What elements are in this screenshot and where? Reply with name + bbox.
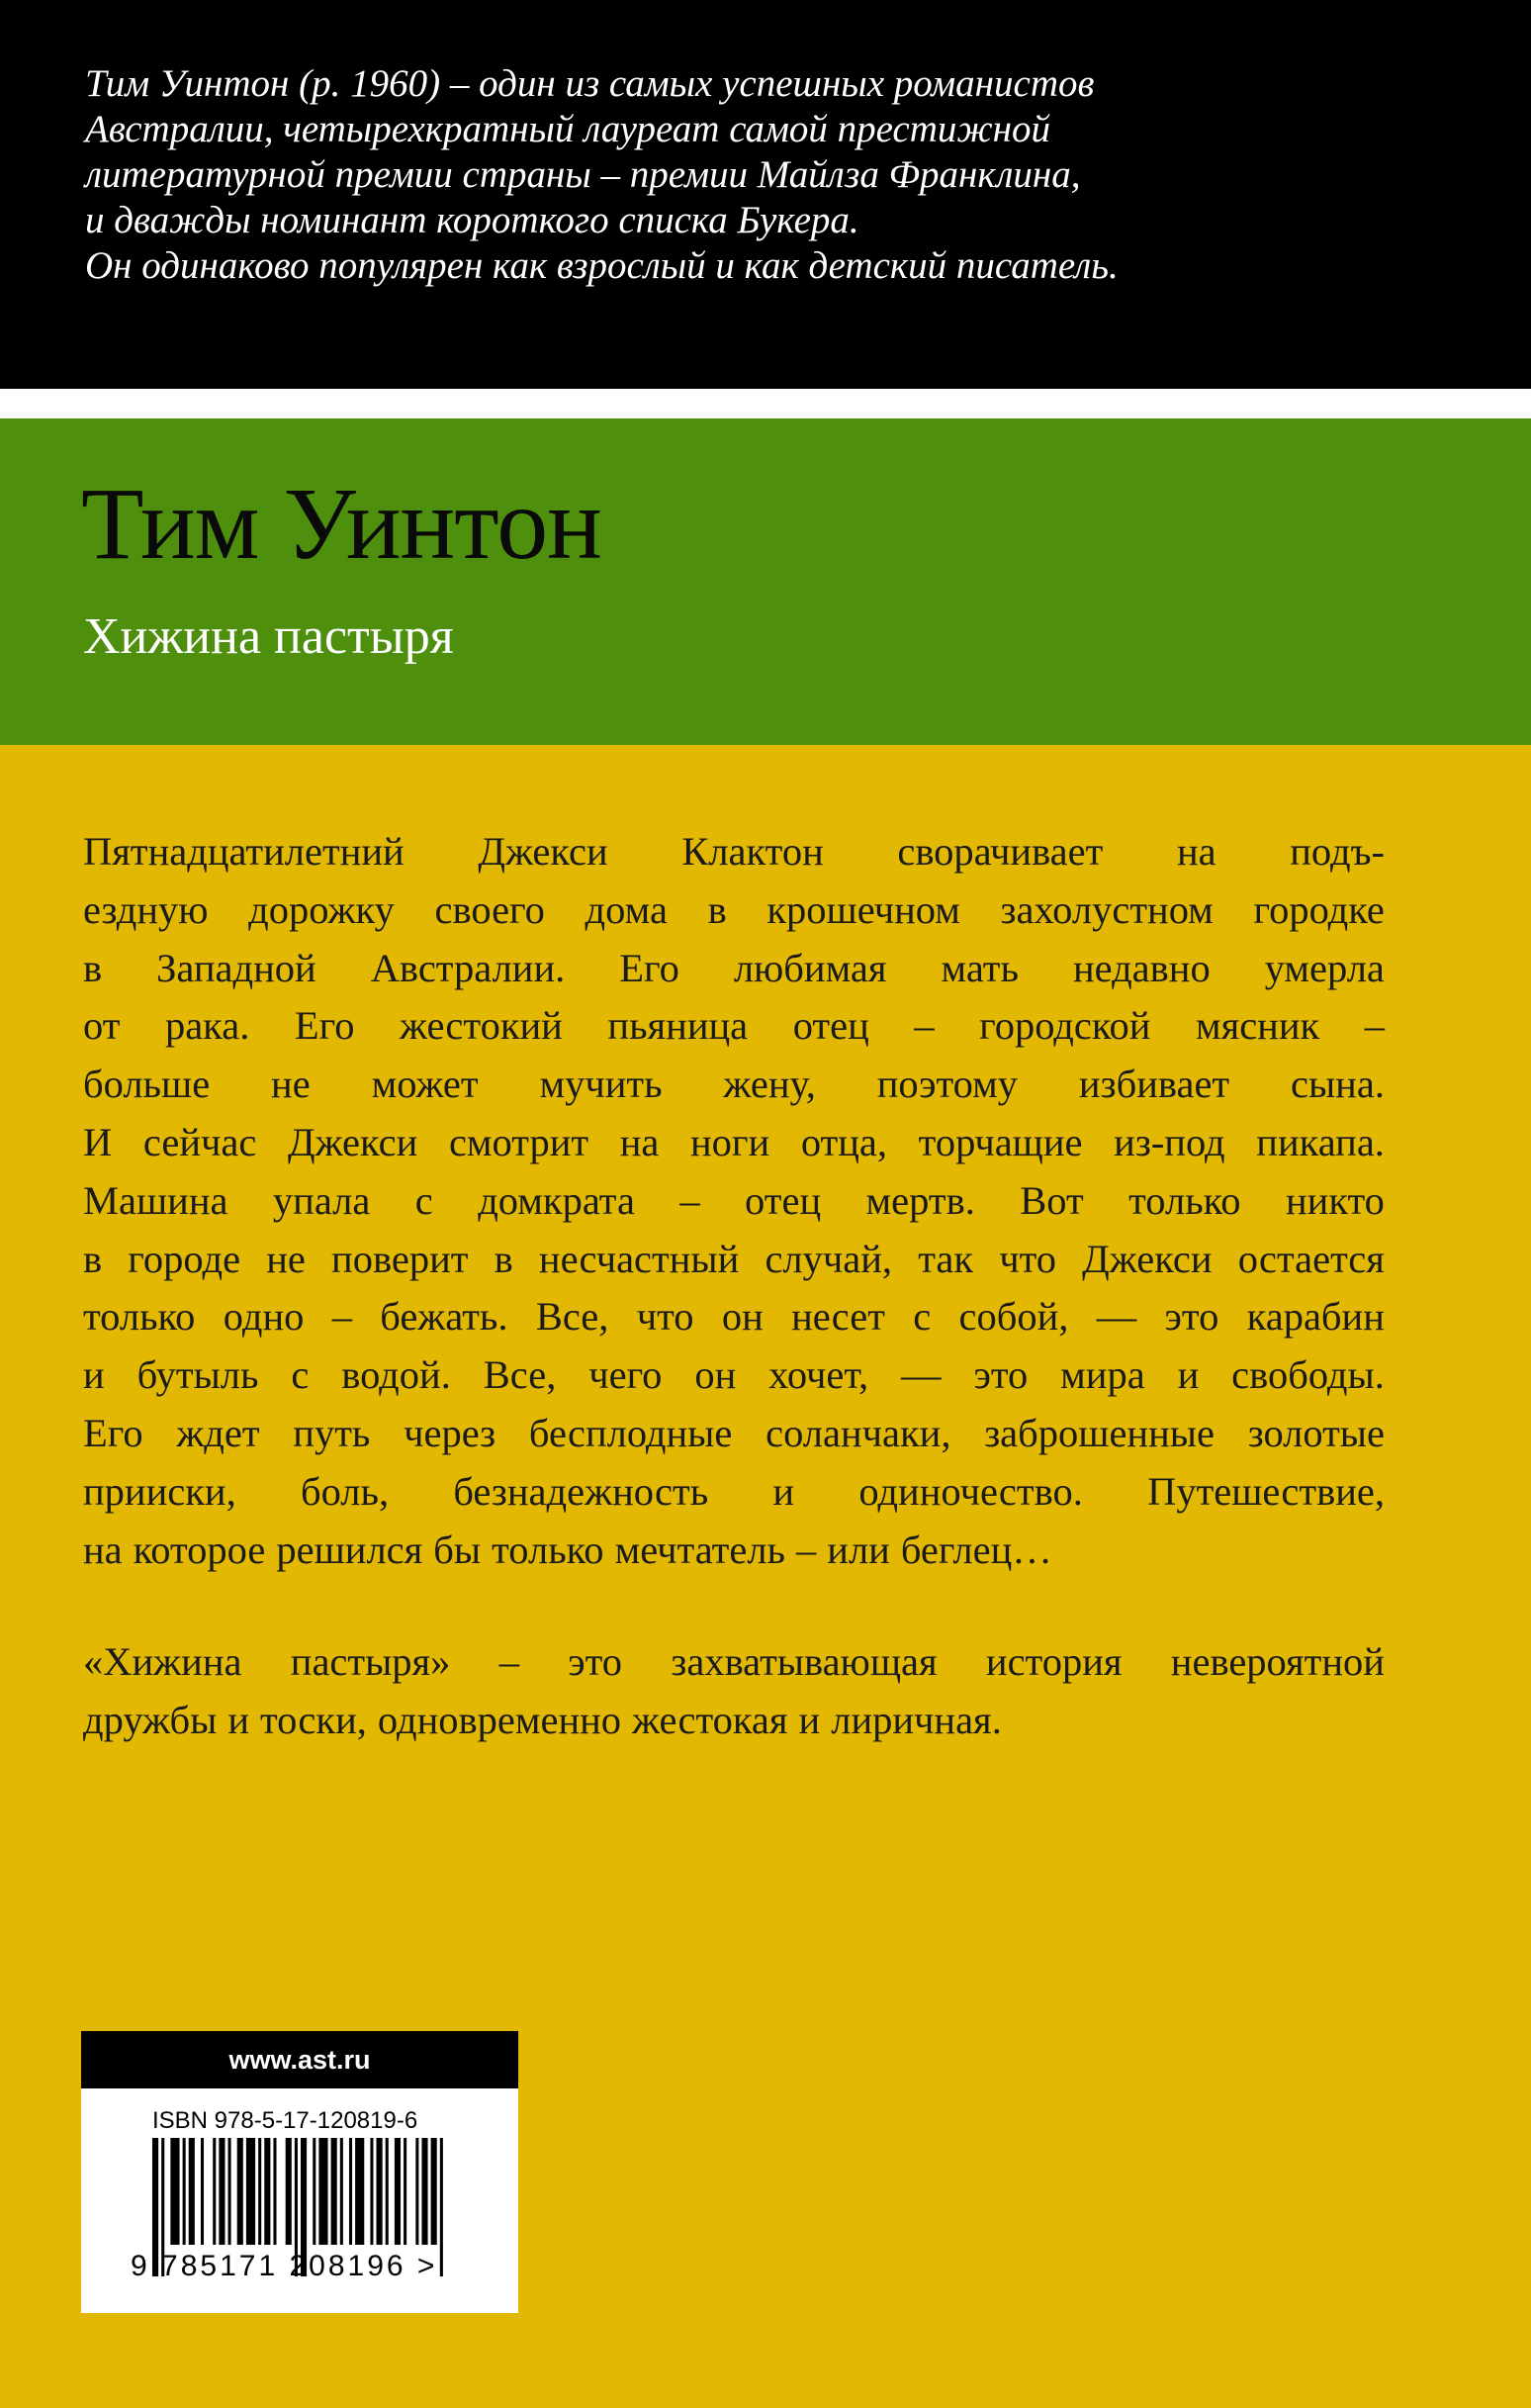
author-bio — [85, 61, 1489, 289]
synopsis-line: в Западной Австралии. Его любимая мать недавно умерла — [83, 945, 1385, 990]
isbn-block — [81, 2031, 518, 2313]
author-name: Тим Уинтон — [81, 467, 601, 581]
synopsis-line: Его ждет путь через бесплодные соланчаки, заброшенные золотые — [83, 1410, 1385, 1455]
synopsis-line: в городе не поверит в несчастный случай, так что Джекси остается — [83, 1236, 1385, 1281]
divider-stripe — [0, 389, 1531, 418]
bio-band — [0, 0, 1531, 389]
synopsis-line: прииски, боль, безнадежность и одиночество. Путешествие, — [83, 1468, 1385, 1514]
bio-line: Тим Уинтон (р. 1960) – один из самых успешных романистов — [85, 62, 1095, 105]
bio-line: и дважды номинант короткого списка Букера. — [85, 199, 859, 241]
tagline-line: дружбы и тоски, одновременно жестокая и лиричная. — [83, 1697, 1002, 1742]
bio-line: Он одинаково популярен как взрослый и как детский писатель. — [85, 244, 1119, 287]
synopsis-line: больше не может мучить жену, поэтому избивает сына. — [83, 1062, 1385, 1107]
synopsis-line: от рака. Его жестокий пьяница отец – городской мясник – — [83, 1003, 1385, 1049]
synopsis-text — [83, 823, 1385, 1579]
publisher-url: www.ast.ru — [81, 2031, 518, 2088]
bio-line: Австралии, четырехкратный лауреат самой престижной — [85, 108, 1051, 150]
synopsis-line: только одно – бежать. Все, что он несет с собой, — это карабин — [83, 1294, 1385, 1340]
synopsis-line: и бутыль с водой. Все, чего он хочет, — это мира и свободы. — [83, 1352, 1385, 1398]
synopsis-line: Машина упала с домкрата – отец мертв. Вот только никто — [83, 1177, 1385, 1223]
synopsis-line: Пятнадцатилетний Джекси Клактон сворачивает на подъ- — [83, 829, 1385, 874]
tagline-text — [83, 1633, 1385, 1750]
synopsis-line: ездную дорожку своего дома в крошечном захолустном городке — [83, 886, 1385, 932]
synopsis-line: И сейчас Джекси смотрит на ноги отца, торчащие из-под пикапа. — [83, 1119, 1385, 1164]
synopsis-line: на которое решился бы только мечтатель – или беглец… — [83, 1527, 1052, 1572]
tagline-line: «Хижина пастыря» – это захватывающая история невероятной — [83, 1639, 1385, 1684]
book-title: Хижина пастыря — [83, 608, 454, 665]
bio-line: литературной премии страны – премии Майлза Франклина, — [85, 153, 1081, 196]
barcode-digits: 9 785171 208196 > — [131, 2250, 438, 2282]
isbn-number: ISBN 978-5-17-120819-6 — [152, 2107, 418, 2134]
